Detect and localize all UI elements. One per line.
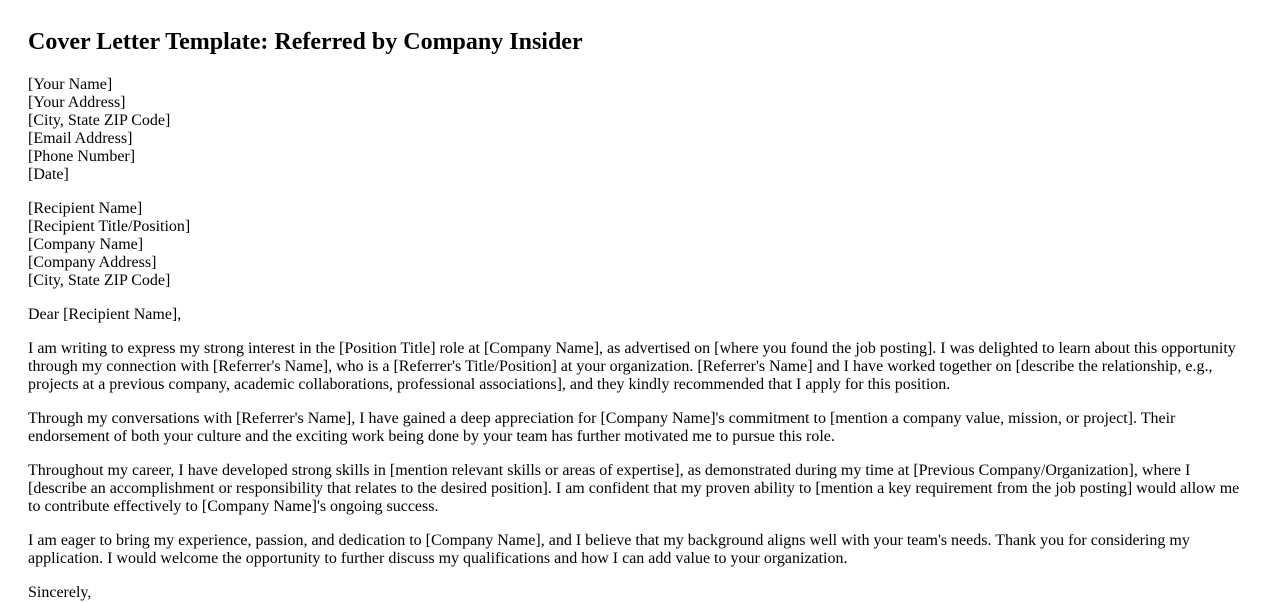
sender-name: [Your Name]: [28, 76, 113, 93]
recipient-address-block: [28, 200, 1250, 290]
body-paragraph-closing: I am eager to bring my experience, passion, and dedication to [Company Name], and I believe that my background aligns well with your team's needs. Thank you for considering my application. I would welcome the opportunity to further discuss my qualifications and how I can add value to your organization.: [28, 532, 1190, 567]
body-paragraph-experience: Throughout my career, I have developed strong skills in [mention relevant skills or areas of expertise], as demonstrated during my time at [Previous Company/Organization], where I [describe an accomplishment or responsibility that relates to the desired position]. I am confident that my proven ability to [mention a key requirement from the job posting] would allow me to contribute effectively to [Company Name]'s ongoing success.: [28, 462, 1240, 515]
recipient-title: [Recipient Title/Position]: [28, 218, 191, 235]
recipient-company-address: [Company Address]: [28, 254, 157, 271]
sender-phone: [Phone Number]: [28, 148, 136, 165]
sender-address-block: [28, 76, 1250, 184]
body-paragraph-intro: I am writing to express my strong interest in the [Position Title] role at [Company Name], as advertised on [where you found the job posting]. I was delighted to learn about this opportunity through my connection with [Referrer's Name], who is a [Referrer's Title/Position] at your organization. [Referrer's Name] and I have worked together on [describe the relationship, e.g., projects at a previous company, academic collaborations, professional associations], and they kindly recommended that I apply for this position.: [28, 340, 1236, 393]
body-paragraph-referrer: Through my conversations with [Referrer's Name], I have gained a deep appreciation for [Company Name]'s commitment to [mention a company value, mission, or project]. Their endorsement of both your culture and the exciting work being done by your team has further motivated me to pursue this role.: [28, 410, 1176, 445]
recipient-city-state-zip: [City, State ZIP Code]: [28, 272, 171, 289]
salutation: Dear [Recipient Name],: [28, 306, 182, 323]
page-title: Cover Letter Template: Referred by Company Insider: [28, 29, 583, 55]
sender-address: [Your Address]: [28, 94, 126, 111]
recipient-company: [Company Name]: [28, 236, 144, 253]
recipient-name: [Recipient Name]: [28, 200, 143, 217]
closing: Sincerely,: [28, 584, 92, 601]
sender-email: [Email Address]: [28, 130, 133, 147]
sender-city-state-zip: [City, State ZIP Code]: [28, 112, 171, 129]
letter-date: [Date]: [28, 166, 69, 183]
